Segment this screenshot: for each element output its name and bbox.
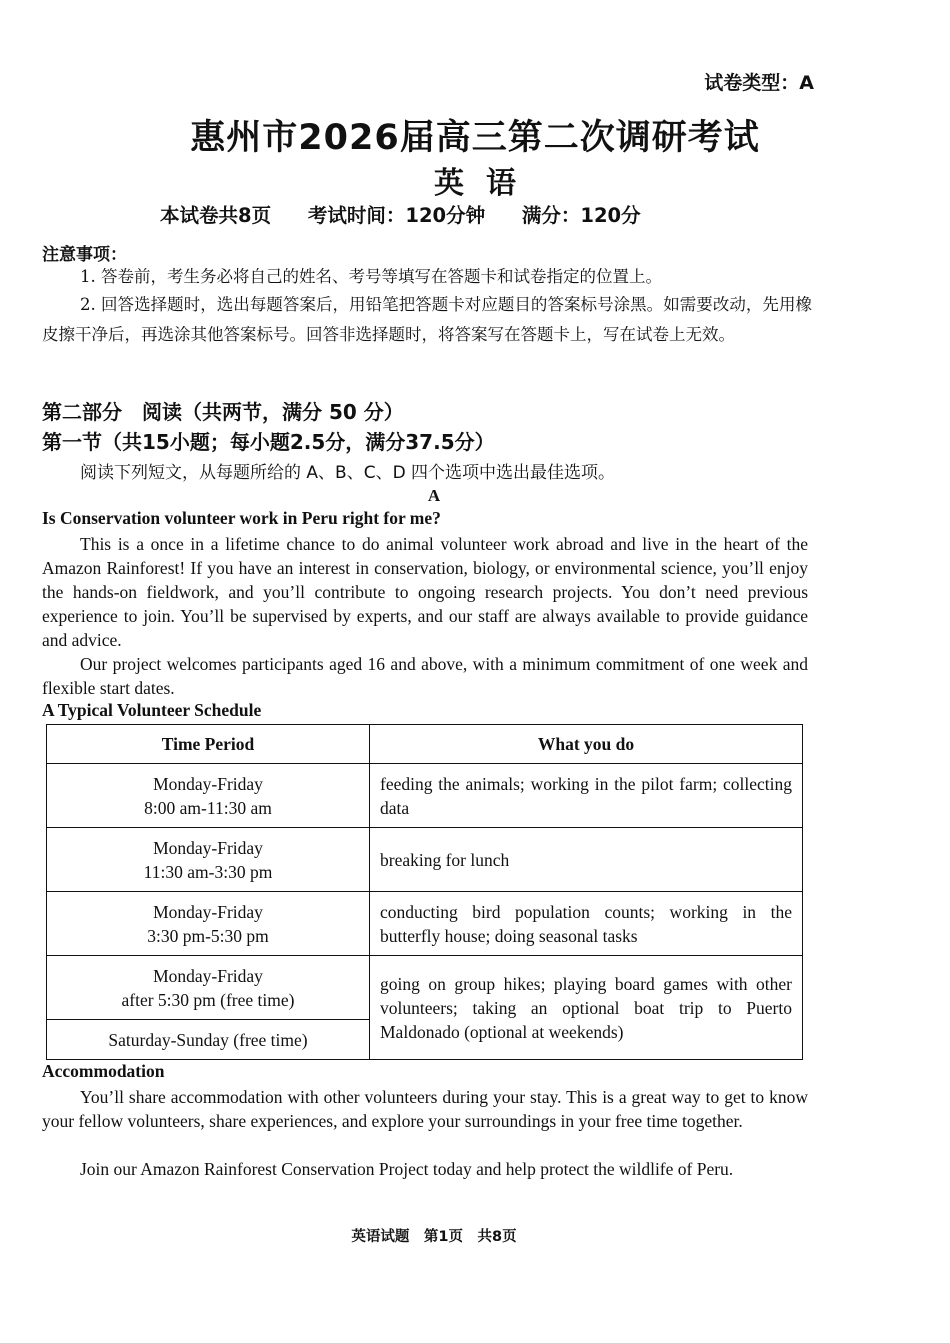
days-text: Monday-Friday: [153, 901, 263, 922]
notice-item-1: 1. 答卷前，考生务必将自己的姓名、考号等填写在答题卡和试卷指定的位置上。: [80, 267, 662, 286]
notice-title: 注意事项：: [42, 245, 127, 265]
exam-duration: 考试时间：120分钟: [307, 204, 486, 227]
full-score: 满分：120分: [521, 204, 641, 227]
schedule-table: [46, 724, 803, 1060]
passage-paragraph-1: This is a once in a lifetime chance to do animal volunteer work abroad and live in the heart of the Amazon Rainforest! If you have an interest in conservation, biology, or environmental science, you’ll enjoy the hands-on fieldwork, and you’ll contribute to ongoing research projects. You don’t need previous experience to join. You’ll be supervised by experts, and our staff are always available to provide guidance and advice.: [42, 534, 808, 650]
schedule-title: A Typical Volunteer Schedule: [42, 700, 262, 720]
exam-title: 惠州市2026届高三第二次调研考试: [190, 118, 760, 158]
time-text: 11:30 am-3:30 pm: [143, 861, 273, 882]
accommodation-title: Accommodation: [42, 1061, 165, 1081]
page-count: 本试卷共8页: [160, 204, 272, 227]
passage-paragraph-4: Join our Amazon Rainforest Conservation Project today and help protect the wildlife of Peru.: [80, 1159, 734, 1179]
days-text: Monday-Friday: [153, 965, 263, 986]
days-text: Monday-Friday: [153, 773, 263, 794]
time-cell: [47, 956, 370, 1020]
table-row: [47, 764, 803, 828]
subject-title: 英语: [434, 166, 538, 201]
section-instruction: 阅读下列短文，从每题所给的 A、B、C、D 四个选项中选出最佳选项。: [80, 463, 616, 483]
activity-cell: breaking for lunch: [370, 828, 803, 892]
exam-meta: [160, 200, 671, 228]
time-cell: [47, 828, 370, 892]
passage-letter: A: [427, 486, 441, 505]
part-title: 第二部分 阅读（共两节，满分 50 分）: [42, 400, 404, 424]
header-what-you-do: What you do: [370, 725, 803, 764]
table-row: [47, 828, 803, 892]
passage-title: Is Conservation volunteer work in Peru right for me?: [42, 508, 441, 528]
activity-cell: feeding the animals; working in the pilot farm; collecting data: [370, 764, 803, 828]
activity-cell: conducting bird population counts; working in the butterfly house; doing seasonal tasks: [370, 892, 803, 956]
table-row: [47, 956, 803, 1020]
header-time-period: Time Period: [47, 725, 370, 764]
section-title: 第一节（共15小题；每小题2.5分，满分37.5分）: [42, 430, 495, 454]
paper-type-label: 试卷类型：A: [704, 72, 814, 94]
notice-item-2: 2. 回答选择题时，选出每题答案后，用铅笔把答题卡对应题目的答案标号涂黑。如需要改动，先用橡皮擦干净后，再选涂其他答案标号。回答非选择题时，将答案写在答题卡上，写在试卷上无效。: [42, 295, 812, 344]
time-cell: [47, 892, 370, 956]
table-header-row: [47, 725, 803, 764]
time-cell: [47, 764, 370, 828]
time-text: 8:00 am-11:30 am: [144, 797, 272, 818]
table-row: [47, 892, 803, 956]
time-cell: Saturday-Sunday (free time): [47, 1020, 370, 1060]
page-footer: 英语试题 第1页 共8页: [351, 1229, 517, 1245]
time-text: after 5:30 pm (free time): [121, 989, 295, 1010]
passage-paragraph-2: Our project welcomes participants aged 16 and above, with a minimum commitment of one week and flexible start dates.: [42, 654, 808, 698]
time-text: 3:30 pm-5:30 pm: [147, 925, 269, 946]
passage-paragraph-3: You’ll share accommodation with other volunteers during your stay. This is a great way to get to know your fellow volunteers, share experiences, and explore your surroundings in your free time together.: [42, 1087, 808, 1131]
activity-cell: going on group hikes; playing board games with other volunteers; taking an optional boat trip to Puerto Maldonado (optional at weekends): [370, 956, 803, 1060]
days-text: Monday-Friday: [153, 837, 263, 858]
